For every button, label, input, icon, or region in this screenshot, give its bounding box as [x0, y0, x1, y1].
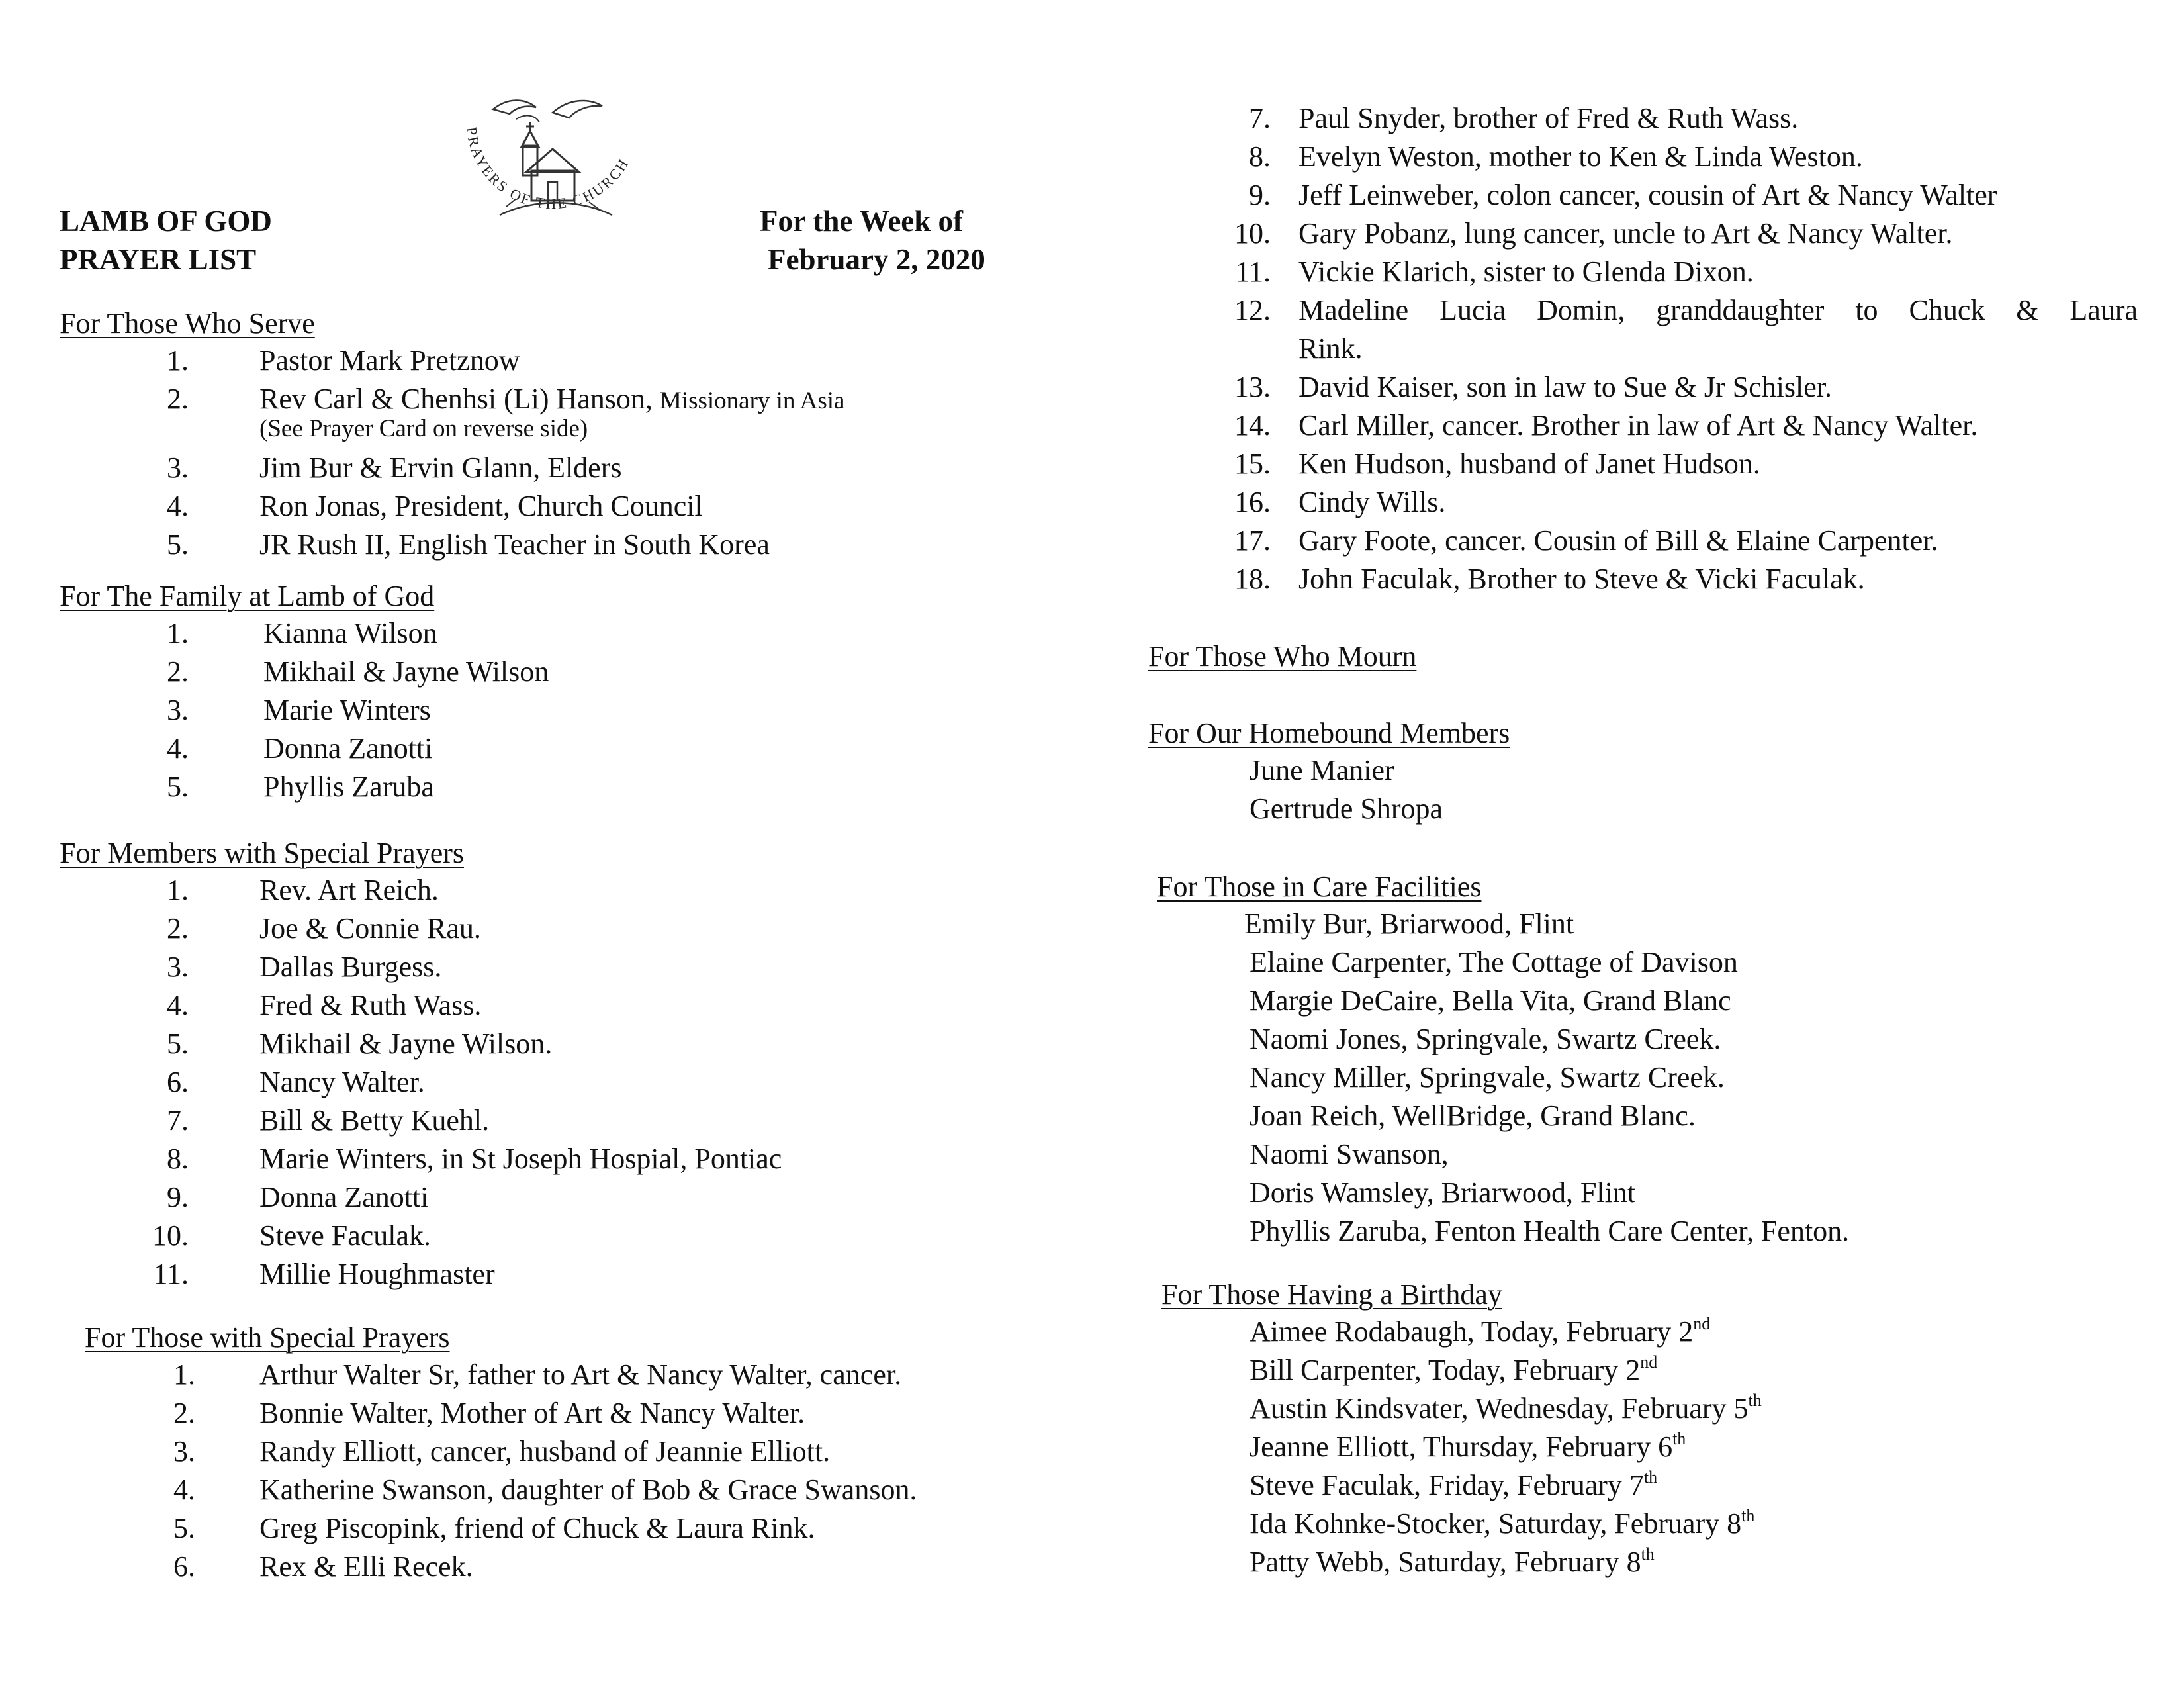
- birthday-entry: [1250, 1505, 1754, 1543]
- org-title-line2: PRAYER LIST: [60, 243, 257, 276]
- item-text: John Faculak, Brother to Steve & Vicki Faculak.: [1298, 563, 1865, 595]
- care-facility-resident: Elaine Carpenter, The Cottage of Davison: [1250, 946, 1738, 978]
- item-text: Madeline Lucia Domin, granddaughter to Chuck & Laura: [1298, 294, 2138, 326]
- item-number: 3.: [167, 451, 189, 484]
- item-text-main: Fred & Ruth Wass.: [259, 989, 482, 1021]
- church-logo: [453, 93, 652, 235]
- item-number: 14.: [1234, 409, 1271, 442]
- item-text-main: Rev Carl & Chenhsi (Li) Hanson,: [259, 383, 653, 415]
- section-heading-members: For Members with Special Prayers: [60, 837, 464, 869]
- item-number: 4.: [167, 490, 189, 522]
- item-number: 4.: [167, 989, 189, 1021]
- care-facility-resident: Phyllis Zaruba, Fenton Health Care Center, Fenton.: [1250, 1215, 1850, 1247]
- item-number: 16.: [1234, 486, 1271, 518]
- item-number: 2.: [167, 912, 189, 945]
- item-number: 12.: [1234, 294, 1271, 326]
- item-text: [263, 614, 437, 653]
- item-text-main: Millie Houghmaster: [259, 1258, 495, 1290]
- section-heading-family: For The Family at Lamb of God: [60, 580, 435, 612]
- item-number: 1.: [167, 617, 189, 649]
- item-number: 18.: [1234, 563, 1271, 595]
- item-number: 17.: [1234, 524, 1271, 557]
- ordinal-suffix: th: [1748, 1391, 1762, 1410]
- item-text: [259, 449, 622, 487]
- week-date: February 2, 2020: [768, 243, 985, 276]
- item-number: 6.: [167, 1066, 189, 1098]
- ordinal-suffix: nd: [1640, 1352, 1658, 1372]
- item-text-main: Mikhail & Jayne Wilson: [263, 655, 549, 688]
- item-text: Bonnie Walter, Mother of Art & Nancy Walter.: [259, 1397, 805, 1429]
- section-heading-birthday: For Those Having a Birthday: [1161, 1278, 1502, 1311]
- item-text-main: Pastor Mark Pretznow: [259, 344, 520, 377]
- birthday-text: Patty Webb, Saturday, February 8: [1250, 1546, 1641, 1578]
- section-heading-homebound: For Our Homebound Members: [1148, 717, 1510, 749]
- item-text-small: Missionary in Asia: [659, 387, 845, 414]
- ordinal-suffix: th: [1641, 1544, 1655, 1564]
- item-number: 15.: [1234, 447, 1271, 480]
- item-text-main: Jim Bur & Ervin Glann, Elders: [259, 451, 622, 484]
- item-text: [259, 487, 703, 526]
- item-text: [259, 948, 441, 986]
- item-text: Greg Piscopink, friend of Chuck & Laura Rink.: [259, 1512, 815, 1544]
- care-facility-resident: Doris Wamsley, Briarwood, Flint: [1250, 1176, 1636, 1209]
- item-text: Paul Snyder, brother of Fred & Ruth Wass.: [1298, 102, 1799, 134]
- item-number: 3.: [173, 1435, 195, 1468]
- item-text-main: Rev. Art Reich.: [259, 874, 439, 906]
- item-text: [259, 342, 520, 380]
- item-text-main: Steve Faculak.: [259, 1219, 432, 1252]
- item-text-main: Bill & Betty Kuehl.: [259, 1104, 490, 1137]
- item-text: Ken Hudson, husband of Janet Hudson.: [1298, 447, 1760, 480]
- item-text-main: Nancy Walter.: [259, 1066, 425, 1098]
- care-facility-resident: Margie DeCaire, Bella Vita, Grand Blanc: [1250, 984, 1731, 1017]
- ordinal-suffix: th: [1643, 1468, 1658, 1487]
- item-number: 2.: [167, 383, 189, 415]
- birthday-entry: [1250, 1389, 1762, 1428]
- item-number: 5.: [167, 1027, 189, 1060]
- section-heading-special: For Those with Special Prayers: [85, 1321, 450, 1354]
- item-number: 10.: [1234, 217, 1271, 250]
- item-number: 7.: [1249, 102, 1271, 134]
- item-number: 13.: [1234, 371, 1271, 403]
- birthday-text: Austin Kindsvater, Wednesday, February 5: [1250, 1392, 1749, 1425]
- section-heading-serve: For Those Who Serve: [60, 307, 315, 340]
- care-facility-resident: Naomi Jones, Springvale, Swartz Creek.: [1250, 1023, 1721, 1055]
- birthday-text: Steve Faculak, Friday, February 7: [1250, 1469, 1644, 1501]
- birthday-entry: [1250, 1351, 1657, 1389]
- birthday-entry: [1250, 1466, 1657, 1505]
- item-text: Katherine Swanson, daughter of Bob & Grace Swanson.: [259, 1474, 917, 1506]
- item-number: 8.: [1249, 140, 1271, 173]
- item-number: 8.: [167, 1143, 189, 1175]
- item-text-main: Joe & Connie Rau.: [259, 912, 481, 945]
- birthday-text: Ida Kohnke-Stocker, Saturday, February 8: [1250, 1507, 1742, 1540]
- item-text: Gary Pobanz, lung cancer, uncle to Art & Nancy Walter.: [1298, 217, 1953, 250]
- item-text: [263, 691, 431, 729]
- section-heading-care: For Those in Care Facilities: [1157, 870, 1482, 903]
- item-text: [263, 729, 432, 768]
- item-text-main: Donna Zanotti: [263, 732, 433, 765]
- logo-text: PRAYERS OF THE CHURCH: [463, 126, 633, 212]
- birthday-text: Aimee Rodabaugh, Today, February 2: [1250, 1315, 1694, 1348]
- homebound-member: Gertrude Shropa: [1250, 792, 1443, 825]
- item-text-main: Kianna Wilson: [263, 617, 437, 649]
- care-facility-resident: Emily Bur, Briarwood, Flint: [1244, 908, 1574, 940]
- item-number: 5.: [173, 1512, 195, 1544]
- item-text: [259, 986, 481, 1025]
- item-number: 9.: [167, 1181, 189, 1213]
- item-text: [259, 1217, 431, 1255]
- care-facility-resident: Joan Reich, WellBridge, Grand Blanc.: [1250, 1100, 1696, 1132]
- ordinal-suffix: th: [1741, 1506, 1755, 1525]
- item-number: 11.: [153, 1258, 189, 1290]
- item-number: 2.: [167, 655, 189, 688]
- item-text: Gary Foote, cancer. Cousin of Bill & Elaine Carpenter.: [1298, 524, 1938, 557]
- item-text: [259, 526, 770, 564]
- item-text: Evelyn Weston, mother to Ken & Linda Weston.: [1298, 140, 1863, 173]
- item-number: 3.: [167, 694, 189, 726]
- item-text: [259, 1140, 782, 1178]
- item-text: [259, 871, 439, 910]
- item-text: [259, 1178, 428, 1217]
- item-text: [263, 768, 434, 806]
- item-number: 1.: [167, 344, 189, 377]
- item-text-main: Marie Winters, in St Joseph Hospial, Pontiac: [259, 1143, 782, 1175]
- item-note: (See Prayer Card on reverse side): [259, 415, 588, 442]
- item-text-main: Ron Jonas, President, Church Council: [259, 490, 703, 522]
- item-number: 11.: [1235, 256, 1271, 288]
- item-text: Arthur Walter Sr, father to Art & Nancy Walter, cancer.: [259, 1358, 902, 1391]
- item-text-main: Donna Zanotti: [259, 1181, 429, 1213]
- item-number: 6.: [173, 1550, 195, 1583]
- item-text: David Kaiser, son in law to Sue & Jr Schisler.: [1298, 371, 1833, 403]
- org-title-line1: LAMB OF GOD: [60, 205, 272, 238]
- item-text-main: Mikhail & Jayne Wilson.: [259, 1027, 553, 1060]
- item-text-main: Phyllis Zaruba: [263, 771, 434, 803]
- item-text: [263, 653, 549, 691]
- item-number: 3.: [167, 951, 189, 983]
- item-number: 10.: [152, 1219, 189, 1252]
- item-text: [259, 910, 481, 948]
- week-label: For the Week of: [760, 205, 964, 238]
- ordinal-suffix: nd: [1693, 1314, 1711, 1333]
- item-number: 5.: [167, 771, 189, 803]
- item-continuation: Rink.: [1298, 332, 1363, 365]
- birthday-entry: [1250, 1313, 1710, 1351]
- care-facility-resident: Naomi Swanson,: [1250, 1138, 1449, 1170]
- birthday-text: Jeanne Elliott, Thursday, February 6: [1250, 1430, 1673, 1463]
- item-text: Vickie Klarich, sister to Glenda Dixon.: [1298, 256, 1754, 288]
- item-text: Rex & Elli Recek.: [259, 1550, 473, 1583]
- item-text-main: Marie Winters: [263, 694, 431, 726]
- item-text: [259, 1102, 489, 1140]
- item-text: [259, 1025, 552, 1063]
- item-text: Carl Miller, cancer. Brother in law of Art & Nancy Walter.: [1298, 409, 1978, 442]
- care-facility-resident: Nancy Miller, Springvale, Swartz Creek.: [1250, 1061, 1725, 1094]
- section-heading-mourn: For Those Who Mourn: [1148, 640, 1417, 673]
- item-number: 5.: [167, 528, 189, 561]
- item-text: Randy Elliott, cancer, husband of Jeannie Elliott.: [259, 1435, 831, 1468]
- birthday-entry: [1250, 1543, 1655, 1581]
- item-number: 4.: [167, 732, 189, 765]
- item-text: [259, 1255, 495, 1293]
- item-text: Jeff Leinweber, colon cancer, cousin of Art & Nancy Walter: [1298, 179, 1997, 211]
- homebound-member: June Manier: [1250, 754, 1394, 786]
- item-number: 2.: [173, 1397, 195, 1429]
- item-number: 1.: [167, 874, 189, 906]
- item-number: 9.: [1249, 179, 1271, 211]
- birthday-text: Bill Carpenter, Today, February 2: [1250, 1354, 1641, 1386]
- ordinal-suffix: th: [1672, 1429, 1686, 1448]
- item-number: 7.: [167, 1104, 189, 1137]
- item-text-main: Dallas Burgess.: [259, 951, 442, 983]
- item-text: [259, 1063, 425, 1102]
- birthday-entry: [1250, 1428, 1686, 1466]
- item-text-main: JR Rush II, English Teacher in South Korea: [259, 528, 770, 561]
- item-number: 1.: [173, 1358, 195, 1391]
- item-text: Cindy Wills.: [1298, 486, 1446, 518]
- item-number: 4.: [173, 1474, 195, 1506]
